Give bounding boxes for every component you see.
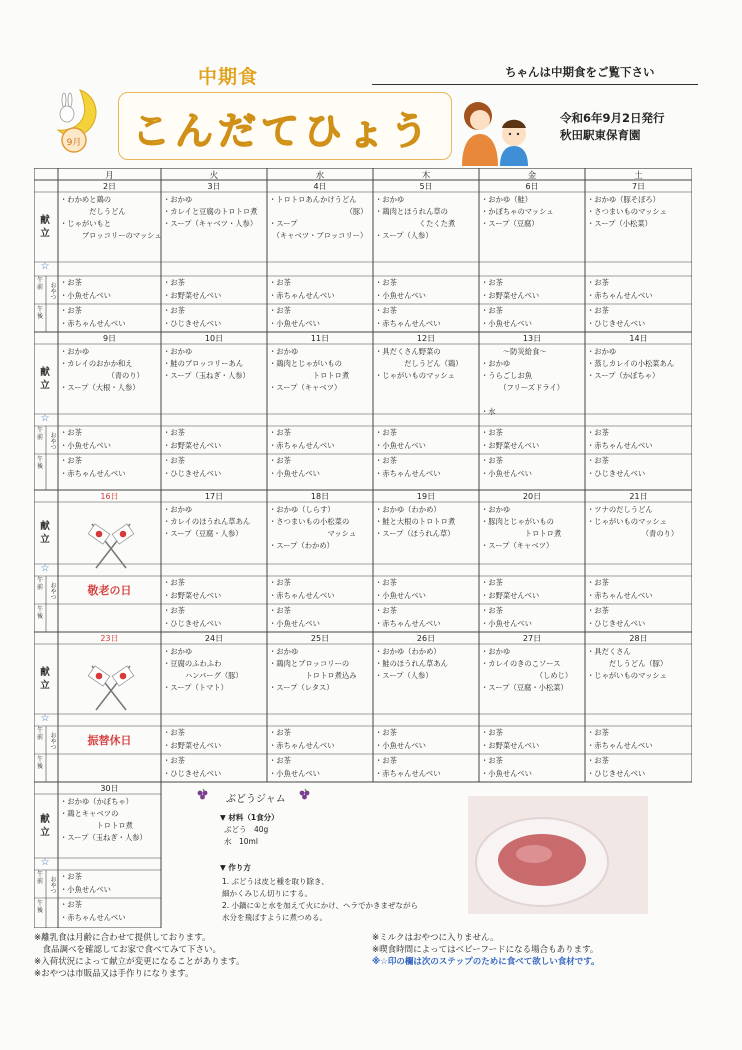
snack-pm-item: ・ひじきせんべい [587, 319, 646, 328]
menu-item: だしうどん（豚） [587, 659, 668, 668]
snack-am-item: ・お茶 [163, 728, 185, 737]
menu-item: ・おかゆ [163, 647, 193, 656]
menu-item: ・スープ（キャベツ・人参） [163, 219, 258, 228]
menu-item: ・おかゆ [163, 505, 193, 514]
menu-item: ・具だくさん野菜の [375, 347, 441, 356]
snack-label-pm: 午後 [36, 456, 43, 470]
menu-item: だしうどん（鶏） [375, 359, 463, 368]
menu-row-label: 献 立 [40, 667, 50, 691]
menu-row-label: 献 立 [40, 367, 50, 391]
snack-am-item: ・赤ちゃんせんべい [269, 441, 335, 450]
issue-info [560, 110, 665, 144]
menu-item: ・鶏肉とほうれん草の [375, 207, 448, 216]
footnote-right: ※ミルクはおやつに入りません。 [372, 933, 499, 943]
menu-item: ・おかゆ [269, 647, 299, 656]
snack-pm-item: ・お茶 [587, 606, 609, 615]
footnote-star-note: ※☆印の欄は次のステップのために食べて欲しい食材です。 [372, 957, 600, 967]
menu-item: ・おかゆ [481, 359, 511, 368]
menu-item: トロトロ煮 [60, 821, 133, 830]
nursery-name: 秋田駅東保育園 [560, 128, 641, 142]
grape-jam-photo [468, 796, 648, 914]
recipe-step: 1. ぶどうは皮と種を取り除き、 [222, 877, 329, 886]
snack-pm-item: ・お茶 [587, 756, 609, 765]
snack-label-oyatsu: おやつ [49, 582, 56, 600]
menu-item: ・カレイのほうれん草あん [163, 517, 251, 526]
menu-item: ・スープ（人参） [375, 231, 433, 240]
snack-am-item: ・小魚せんべい [60, 291, 111, 300]
children-illustration [456, 94, 536, 166]
menu-item: ・スープ [269, 219, 298, 228]
weekday-header: 水 [315, 171, 325, 181]
menu-item: ・スープ（かぼちゃ） [587, 371, 660, 380]
snack-am-item: ・お野菜せんべい [163, 741, 222, 750]
star-icon: ☆ [40, 563, 50, 574]
menu-item: ・スープ（豆腐・人参） [163, 529, 243, 538]
steps-heading: ▼ 作り方 [220, 863, 251, 872]
snack-am-item: ・お茶 [375, 578, 397, 587]
snack-am-item: ・お茶 [481, 428, 503, 437]
date-cell: 12日 [416, 334, 436, 343]
menu-item: ・豆腐のふわふわ [163, 659, 222, 668]
menu-item: ・おかゆ（わかめ） [375, 505, 441, 514]
snack-pm-item: ・お茶 [587, 306, 609, 315]
snack-am-item: ・お野菜せんべい [163, 441, 222, 450]
month-badge: 9月 [66, 138, 82, 148]
footnote-left: 食品調べを確認してお家で食べてみて下さい。 [34, 945, 222, 955]
snack-am-item: ・お茶 [587, 278, 609, 287]
footnote-right: ※喫食時間によってはベビーフードになる場合もあります。 [372, 945, 599, 955]
menu-item: ・わかめと鶏の [60, 195, 112, 204]
snack-pm-item: ・小魚せんべい [481, 769, 532, 778]
plan-label: 中期食 [198, 66, 259, 88]
snack-pm-item: ・赤ちゃんせんべい [60, 319, 126, 328]
menu-item: ・スープ（豆腐） [481, 219, 539, 228]
snack-pm-item: ・お茶 [481, 456, 503, 465]
menu-item: ・おかゆ [481, 647, 511, 656]
menu-item: ・水 [481, 407, 496, 416]
snack-am-item: ・お茶 [481, 728, 503, 737]
snack-label-am: 午前 [36, 427, 43, 441]
date-cell: 20日 [522, 492, 542, 501]
snack-am-item: ・お野菜せんべい [481, 741, 540, 750]
menu-item: ・おかゆ [60, 347, 90, 356]
snack-label-oyatsu: おやつ [49, 876, 56, 894]
date-cell: 18日 [310, 492, 330, 501]
snack-am-item: ・お野菜せんべい [481, 441, 540, 450]
snack-am-item: ・お茶 [60, 872, 82, 881]
date-cell: 4日 [313, 182, 327, 191]
date-cell: 14日 [629, 334, 648, 343]
date-cell: 16日 [100, 492, 119, 501]
menu-item: ・かぼちゃのマッシュ [481, 207, 554, 216]
snack-am-item: ・小魚せんべい [60, 885, 111, 894]
snack-pm-item: ・お茶 [375, 456, 397, 465]
menu-item: ・鶏肉とじゃがいもの [269, 359, 342, 368]
snack-am-item: ・お茶 [375, 728, 397, 737]
page-title: こんだてひょう [132, 109, 434, 153]
snack-am-item: ・お茶 [375, 278, 397, 287]
menu-item: ・スープ（小松菜） [587, 219, 652, 228]
ingredients-heading: ▼ 材料（1食分） [220, 813, 279, 822]
date-cell: 2日 [102, 182, 117, 191]
snack-am-item: ・赤ちゃんせんべい [269, 741, 335, 750]
date-cell: 26日 [416, 634, 436, 643]
snack-pm-item: ・ひじきせんべい [163, 769, 222, 778]
snack-am-item: ・お茶 [163, 428, 185, 437]
snack-am-item: ・小魚せんべい [375, 291, 426, 300]
menu-item: トロトロ煮 [269, 371, 350, 380]
snack-pm-item: ・お茶 [269, 306, 291, 315]
star-icon: ☆ [40, 261, 50, 272]
snack-am-item: ・お茶 [269, 278, 291, 287]
menu-item: ・おかゆ（豚そぼろ） [587, 195, 660, 204]
holiday-label: 敬老の日 [87, 584, 132, 597]
snack-am-item: ・小魚せんべい [375, 591, 426, 600]
menu-item: ・スープ（ほうれん草） [375, 529, 455, 538]
snack-am-item: ・お茶 [163, 278, 185, 287]
menu-item: ・スープ（人参） [375, 671, 433, 680]
menu-item: ブロッコリーのマッシュ [60, 231, 162, 240]
snack-am-item: ・赤ちゃんせんべい [587, 291, 653, 300]
snack-am-item: ・お野菜せんべい [481, 291, 540, 300]
date-cell: 3日 [207, 182, 221, 191]
recipe-step: 細かくみじん切りにする。 [222, 889, 312, 898]
weekday-header: 月 [105, 171, 114, 181]
snack-label-am: 午前 [36, 577, 43, 591]
menu-item: ・スープ（玉ねぎ・人参） [163, 371, 250, 380]
snack-label-pm: 午後 [36, 756, 43, 770]
menu-item: ・おかゆ（かぼちゃ） [60, 797, 133, 806]
menu-item: マッシュ [269, 529, 357, 538]
snack-pm-item: ・お茶 [163, 756, 185, 765]
date-cell: 24日 [204, 634, 224, 643]
snack-am-item: ・お茶 [375, 428, 397, 437]
menu-item: ・さつまいもの小松菜の [269, 517, 350, 526]
menu-item: ・スープ（豆腐・小松菜） [481, 683, 568, 692]
menu-item: トロトロ煮 [481, 529, 562, 538]
star-icon: ☆ [40, 857, 50, 868]
snack-pm-item: ・ひじきせんべい [587, 469, 646, 478]
menu-item: ・さつまいものマッシュ [587, 207, 667, 216]
snack-pm-item: ・赤ちゃんせんべい [375, 619, 441, 628]
snack-am-item: ・赤ちゃんせんべい [587, 441, 653, 450]
grape-icon [196, 788, 210, 802]
menu-item: ・スープ（レタス） [269, 683, 334, 692]
menu-item: ・ツナのだしうどん [587, 505, 653, 514]
weekday-header: 木 [421, 171, 431, 181]
snack-label-pm: 午後 [36, 306, 43, 320]
menu-item: （青のり） [60, 371, 144, 380]
snack-pm-item: ・お茶 [60, 900, 82, 909]
snack-am-item: ・小魚せんべい [375, 441, 426, 450]
menu-item: （豚） [269, 207, 368, 216]
menu-item: ・おかゆ（鮭） [481, 195, 533, 204]
menu-item: ・スープ（わかめ） [269, 541, 334, 550]
snack-pm-item: ・お茶 [375, 306, 397, 315]
snack-pm-item: ・お茶 [375, 756, 397, 765]
snack-am-item: ・お茶 [587, 428, 609, 437]
snack-pm-item: ・小魚せんべい [481, 469, 532, 478]
star-icon: ☆ [40, 713, 50, 724]
snack-pm-item: ・お茶 [481, 606, 503, 615]
snack-pm-item: ・お茶 [163, 456, 185, 465]
menu-item: ・スープ（玉ねぎ・人参） [60, 833, 147, 842]
ingredient-item: 水 10ml [224, 837, 258, 846]
menu-item: ・おかゆ [269, 347, 299, 356]
menu-item: だしうどん [60, 207, 126, 216]
menu-item: ・豚肉とじゃがいもの [481, 517, 554, 526]
menu-item: ・おかゆ [481, 505, 511, 514]
menu-item: ・おかゆ [163, 347, 193, 356]
snack-pm-item: ・小魚せんべい [481, 619, 532, 628]
menu-item: ・じゃがいもと [60, 219, 112, 228]
snack-pm-item: ・ひじきせんべい [587, 619, 646, 628]
snack-pm-item: ・ひじきせんべい [587, 769, 646, 778]
snack-pm-item: ・小魚せんべい [269, 619, 320, 628]
recipe-step: 2. 小鍋に①と水を加えて火にかけ、ヘラでかきまぜながら [222, 901, 418, 910]
recipe-step: 水分を飛ばすように煮つめる。 [222, 913, 327, 922]
snack-label-oyatsu: おやつ [49, 282, 56, 300]
snack-label-am: 午前 [36, 727, 43, 741]
name-blank-line [372, 84, 698, 85]
snack-am-item: ・お茶 [269, 428, 291, 437]
snack-pm-item: ・小魚せんべい [481, 319, 532, 328]
menu-item: ・カレイのきのこソース [481, 659, 561, 668]
snack-am-item: ・赤ちゃんせんべい [587, 591, 653, 600]
snack-pm-item: ・お茶 [481, 306, 503, 315]
snack-am-item: ・お茶 [587, 578, 609, 587]
snack-pm-item: ・小魚せんべい [269, 769, 320, 778]
menu-item: ・じゃがいものマッシュ [587, 517, 667, 526]
japanese-flags-icon [86, 662, 136, 712]
star-icon: ☆ [40, 413, 50, 424]
menu-row-label: 献 立 [40, 814, 50, 838]
snack-am-item: ・小魚せんべい [60, 441, 111, 450]
japanese-flags-icon [86, 520, 136, 570]
snack-am-item: ・お野菜せんべい [481, 591, 540, 600]
menu-item: （フリーズドライ） [481, 383, 565, 392]
menu-item: ・じゃがいものマッシュ [375, 371, 455, 380]
menu-item: ・スープ（キャベツ） [481, 541, 554, 550]
date-cell: 17日 [204, 492, 224, 501]
ingredient-item: ぶどう 40g [224, 825, 269, 834]
menu-item: くたくた煮 [375, 219, 456, 228]
menu-item: ～防災給食～ [481, 347, 547, 356]
menu-row-label: 献 立 [40, 215, 50, 239]
snack-label-oyatsu: おやつ [49, 732, 56, 750]
snack-pm-item: ・ひじきせんべい [163, 469, 222, 478]
menu-item: ・鮭と大根のトロトロ煮 [375, 517, 456, 526]
notice-text: ちゃんは中期食をご覧下さい [505, 65, 655, 79]
menu-item: ・じゃがいものマッシュ [587, 671, 667, 680]
date-cell: 21日 [629, 492, 648, 501]
menu-item: ・スープ（キャベツ） [269, 383, 342, 392]
snack-pm-item: ・お茶 [375, 606, 397, 615]
snack-label-am: 午前 [36, 277, 43, 291]
snack-am-item: ・赤ちゃんせんべい [269, 291, 335, 300]
snack-label-pm: 午後 [36, 900, 43, 914]
snack-am-item: ・お茶 [481, 578, 503, 587]
footnote-left: ※入荷状況によって献立が変更になることがあります。 [34, 957, 245, 967]
menu-item: ・おかゆ [587, 347, 617, 356]
date-cell: 6日 [525, 182, 539, 191]
date-cell: 10日 [204, 334, 224, 343]
snack-pm-item: ・お茶 [269, 606, 291, 615]
snack-pm-item: ・赤ちゃんせんべい [375, 469, 441, 478]
snack-pm-item: ・お茶 [587, 456, 609, 465]
menu-item: ・カレイと豆腐のトロトロ煮 [163, 207, 258, 216]
menu-item: ・蒸しカレイの小松菜あん [587, 359, 675, 368]
footnote-left: ※離乳食は月齢に合わせて提供しております。 [34, 933, 211, 943]
weekday-header: 金 [527, 171, 537, 181]
menu-item: ・おかゆ [163, 195, 193, 204]
menu-item: （青のり） [587, 529, 679, 538]
snack-pm-item: ・お茶 [163, 606, 185, 615]
menu-item: ・鶏とキャベツの [60, 809, 119, 818]
weekday-header: 火 [209, 171, 219, 181]
menu-item: ハンバーグ（豚） [163, 671, 243, 680]
snack-pm-item: ・お茶 [269, 756, 291, 765]
date-cell: 9日 [102, 334, 117, 343]
snack-am-item: ・赤ちゃんせんべい [587, 741, 653, 750]
snack-pm-item: ・ひじきせんべい [163, 319, 222, 328]
snack-pm-item: ・お茶 [163, 306, 185, 315]
snack-am-item: ・お茶 [481, 278, 503, 287]
menu-item: （しめじ） [481, 671, 573, 680]
weekday-header: 土 [634, 171, 643, 181]
snack-label-pm: 午後 [36, 606, 43, 620]
grape-icon [298, 788, 312, 802]
snack-am-item: ・お茶 [60, 278, 82, 287]
menu-item: ・具だくさん [587, 647, 631, 656]
snack-label-oyatsu: おやつ [49, 432, 56, 450]
snack-am-item: ・赤ちゃんせんべい [269, 591, 335, 600]
menu-item: ・おかゆ [375, 195, 405, 204]
date-cell: 23日 [100, 634, 119, 643]
snack-pm-item: ・赤ちゃんせんべい [60, 913, 126, 922]
snack-pm-item: ・赤ちゃんせんべい [375, 319, 441, 328]
date-cell: 11日 [310, 334, 330, 343]
date-cell: 27日 [522, 634, 542, 643]
date-cell: 25日 [310, 634, 330, 643]
snack-am-item: ・お茶 [60, 428, 82, 437]
snack-am-item: ・お茶 [163, 578, 185, 587]
menu-item: トロトロ煮込み [269, 671, 357, 680]
snack-pm-item: ・小魚せんべい [269, 469, 320, 478]
menu-item: ・おかゆ（わかめ） [375, 647, 441, 656]
snack-am-item: ・お茶 [269, 728, 291, 737]
menu-item: ・鮭のブロッコリーあん [163, 359, 244, 368]
holiday-label: 振替休日 [87, 734, 132, 747]
snack-am-item: ・お茶 [587, 728, 609, 737]
snack-pm-item: ・赤ちゃんせんべい [60, 469, 126, 478]
recipe-title: ぶどうジャム [226, 794, 286, 805]
snack-am-item: ・お野菜せんべい [163, 291, 222, 300]
snack-pm-item: ・お茶 [481, 756, 503, 765]
snack-pm-item: ・小魚せんべい [269, 319, 320, 328]
snack-am-item: ・お茶 [269, 578, 291, 587]
snack-pm-item: ・赤ちゃんせんべい [375, 769, 441, 778]
snack-pm-item: ・ひじきせんべい [163, 619, 222, 628]
menu-item: ・鮭のほうれん草あん [375, 659, 448, 668]
menu-item: ・スープ（トマト） [163, 683, 228, 692]
menu-row-label: 献 立 [40, 521, 50, 545]
date-cell: 13日 [522, 334, 542, 343]
date-cell: 7日 [631, 182, 646, 191]
snack-pm-item: ・お茶 [60, 456, 82, 465]
menu-item: ・うらごしお魚 [481, 371, 533, 380]
snack-label-am: 午前 [36, 871, 43, 885]
date-cell: 19日 [416, 492, 436, 501]
snack-am-item: ・お野菜せんべい [163, 591, 222, 600]
snack-pm-item: ・お茶 [60, 306, 82, 315]
date-cell: 28日 [629, 634, 648, 643]
menu-item: ・鶏肉とブロッコリーの [269, 659, 350, 668]
snack-pm-item: ・お茶 [269, 456, 291, 465]
menu-item: ・スープ（大根・人参） [60, 383, 140, 392]
snack-am-item: ・小魚せんべい [375, 741, 426, 750]
issue-date: 令和6年9月2日発行 [560, 111, 665, 125]
menu-item: ・トロトロあんかけうどん [269, 195, 357, 204]
date-cell: 30日 [100, 784, 119, 793]
footnote-left: ※おやつは市販品又は手作りになります。 [34, 969, 194, 979]
menu-item: （キャベツ・ブロッコリー） [269, 231, 368, 240]
date-cell: 5日 [419, 182, 433, 191]
menu-item: ・おかゆ（しらす） [269, 505, 335, 514]
menu-item: ・カレイのおかか和え [60, 359, 133, 368]
